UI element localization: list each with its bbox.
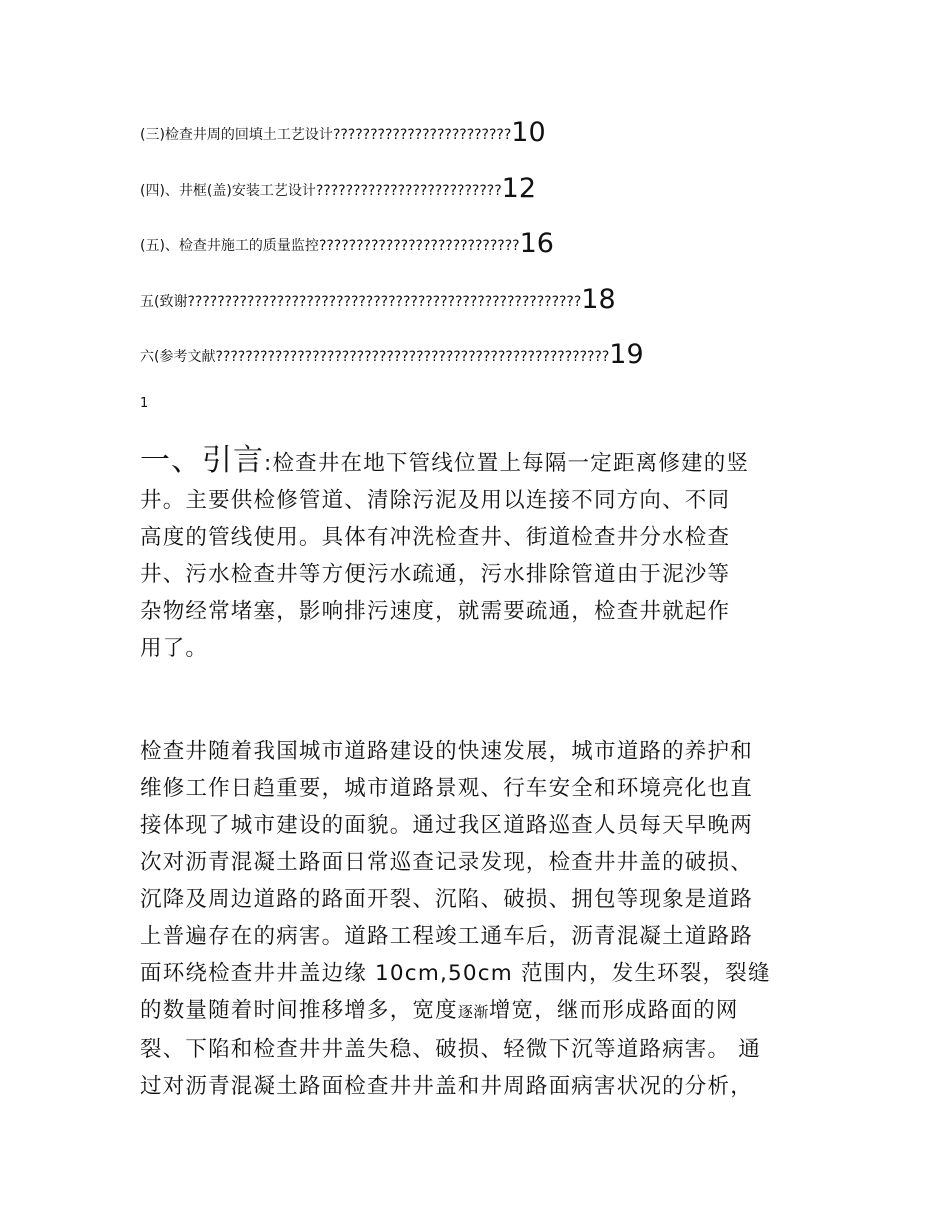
- body-line-part: 的数量随着时间推移增多，宽度: [140, 998, 458, 1023]
- body-line-small-part: 逐渐: [457, 1003, 489, 1021]
- toc-entry: [140, 285, 616, 315]
- body-line: 沉降及周边道路的路面开裂、沉陷、破损、拥包等现象是道路: [140, 887, 753, 912]
- toc-entry-label: (三)检查井周的回填土工艺设计: [140, 127, 333, 143]
- toc-entry: [140, 174, 536, 204]
- toc-entry-leader: ?????????????????????????????????????????????????????: [187, 294, 582, 310]
- intro-line-rest: :检查井在地下管线位置上每隔一定距离修建的竖: [264, 451, 750, 476]
- section-heading: 一、引言: [140, 443, 264, 478]
- intro-paragraph: [140, 442, 808, 667]
- intro-line: [140, 442, 808, 482]
- body-line: 面环绕检查井井盖边缘 10cm,50cm 范围内，发生环裂，裂缝: [140, 961, 771, 986]
- toc-entry-leader: ???????????????????????????: [318, 238, 520, 254]
- body-line: 过对沥青混凝土路面检查井井盖和井周路面病害状况的分析，: [140, 1074, 753, 1099]
- page-number: 1: [140, 396, 149, 411]
- intro-line: 井、污水检查井等方便污水疏通，污水排除管道由于泥沙等: [140, 562, 731, 587]
- body-line: 次对沥青混凝土路面日常巡查记录发现，检查井井盖的破损、: [140, 850, 753, 875]
- intro-line: 高度的管线使用。具体有冲洗检查井、街道检查井分水检查: [140, 525, 731, 550]
- toc-entry: [140, 118, 546, 148]
- toc-entry-page: 19: [609, 339, 644, 370]
- body-line: 维修工作日趋重要，城市道路景观、行车安全和环境亮化也直: [140, 776, 753, 801]
- body-line: [140, 992, 808, 1031]
- body-line: 接体现了城市建设的面貌。通过我区道路巡查人员每天早晚两: [140, 813, 753, 838]
- toc-entry-leader: ?????????????????????????????????????????????????????: [215, 349, 610, 365]
- toc-entry-page: 18: [581, 284, 616, 315]
- toc-entry: [140, 229, 554, 259]
- intro-line: 井。主要供检修管道、清除污泥及用以连接不同方向、不同: [140, 488, 731, 513]
- toc-entry-leader: ????????????????????????: [332, 127, 512, 143]
- toc-entry-leader: ?????????????????????????: [315, 183, 502, 199]
- body-line: 检查井随着我国城市道路建设的快速发展，城市道路的养护和: [140, 739, 753, 764]
- toc-entry-page: 16: [519, 228, 554, 259]
- toc-entry-page: 12: [501, 173, 536, 204]
- body-line-part: 增宽，继而形成路面的网: [488, 998, 739, 1023]
- toc-entry-page: 10: [511, 117, 546, 148]
- toc-entry-label: (四)、井框(盖)安装工艺设计: [140, 183, 316, 199]
- body-line: 裂、下陷和检查井井盖失稳、破损、轻微下沉等道路病害。 通: [140, 1037, 761, 1062]
- toc-entry-label: 六(参考文献: [140, 349, 216, 365]
- intro-line: 用了。: [140, 636, 209, 661]
- toc-entry-label: (五)、检查井施工的质量监控: [140, 238, 319, 254]
- toc-entry-label: 五(致谢: [140, 294, 188, 310]
- body-paragraph: [140, 733, 808, 1105]
- toc-entry: [140, 340, 644, 370]
- body-line: 上普遍存在的病害。道路工程竣工通车后，沥青混凝土道路路: [140, 924, 753, 949]
- intro-line: 杂物经常堵塞，影响排污速度，就需要疏通，检查井就起作: [140, 599, 731, 624]
